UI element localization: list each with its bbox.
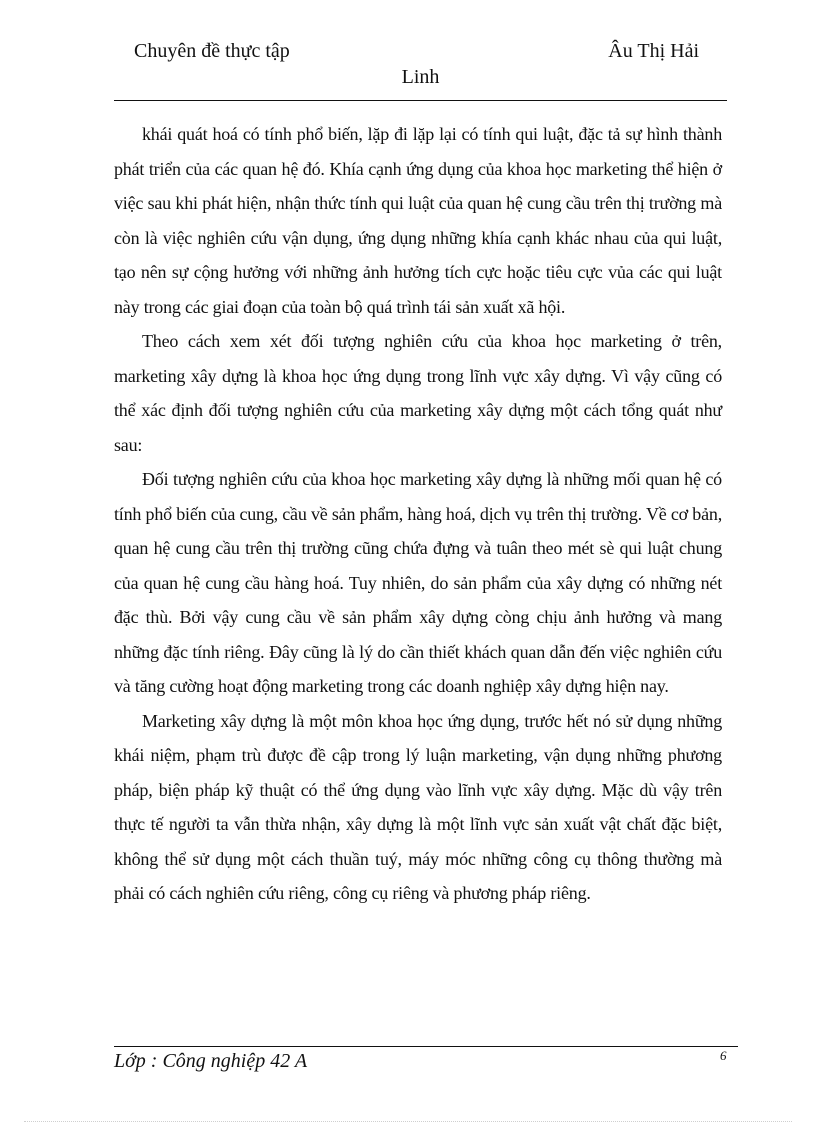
- footer-class-label: Lớp : Công nghiệp 42 A: [114, 1050, 308, 1072]
- header-divider: [114, 100, 727, 101]
- paragraph: Theo cách xem xét đối tượng nghiên cứu của khoa học marketing ở trên, marketing xây dựng là khoa học ứng dụng trong lĩnh vực xây dựng. Vì vậy cũng có thể xác định đối tượng nghiên cứu của marketing xây dựng một cách tổng quát như sau:: [114, 331, 722, 455]
- page-header: [114, 38, 727, 102]
- page-bottom-dotted-line: [24, 1121, 792, 1122]
- footer-divider: [114, 1046, 738, 1047]
- document-body: [114, 117, 722, 911]
- paragraph: Marketing xây dựng là một môn khoa học ứng dụng, trước hết nó sử dụng những khái niệm, phạm trù được đề cập trong lý luận marketing, vận dụng những phương pháp, biện pháp kỹ thuật có thể ứng dụng vào lĩnh vực xây dựng. Mặc dù vậy trên thực tế người ta vẫn thừa nhận, xây dựng là một lĩnh vực sản xuất vật chất đặc biệt, không thể sử dụng một cách thuần tuý, máy móc những công cụ thông thường mà phải có cách nghiên cứu riêng, công cụ riêng và phương pháp riêng.: [114, 710, 722, 903]
- paragraph: Đối tượng nghiên cứu của khoa học marketing xây dựng là những mối quan hệ có tính phổ biến của cung, cầu về sản phẩm, hàng hoá, dịch vụ trên thị trường. Về cơ bản, quan hệ cung cầu trên thị trường cũng chứa đựng và tuân theo mét sè qui luật chung của quan hệ cung cầu hàng hoá. Tuy nhiên, do sản phẩm của xây dựng có những nét đặc thù. Bởi vậy cung cầu về sản phẩm xây dựng còng chịu ảnh hưởng và mang những đặc tính riêng. Đây cũng là lý do cần thiết khách quan dẫn đến việc nghiên cứu và tăng cường hoạt động marketing trong các doanh nghiệp xây dựng hiện nay.: [114, 469, 722, 696]
- paragraph: khái quát hoá có tính phổ biến, lặp đi lặp lại có tính qui luật, đặc tả sự hình thành phát triển của các quan hệ đó. Khía cạnh ứng dụng của khoa học marketing thể hiện ở việc sau khi phát hiện, nhận thức tính qui luật của quan hệ cung cầu trên thị trường mà còn là việc nghiên cứu vận dụng, ứng dụng những khía cạnh khác nhau của qui luật, tạo nên sự cộng hưởng với những ảnh hưởng tích cực hoặc tiêu cực vủa các qui luật này trong các giai đoạn của toàn bộ quá trình tái sản xuất xã hội.: [114, 124, 722, 317]
- header-author-name-continued: Linh: [401, 66, 440, 88]
- page-number: 6: [720, 1048, 727, 1063]
- header-document-type: Chuyên đề thực tập: [134, 40, 290, 62]
- header-author-name: Âu Thị Hải: [608, 40, 699, 62]
